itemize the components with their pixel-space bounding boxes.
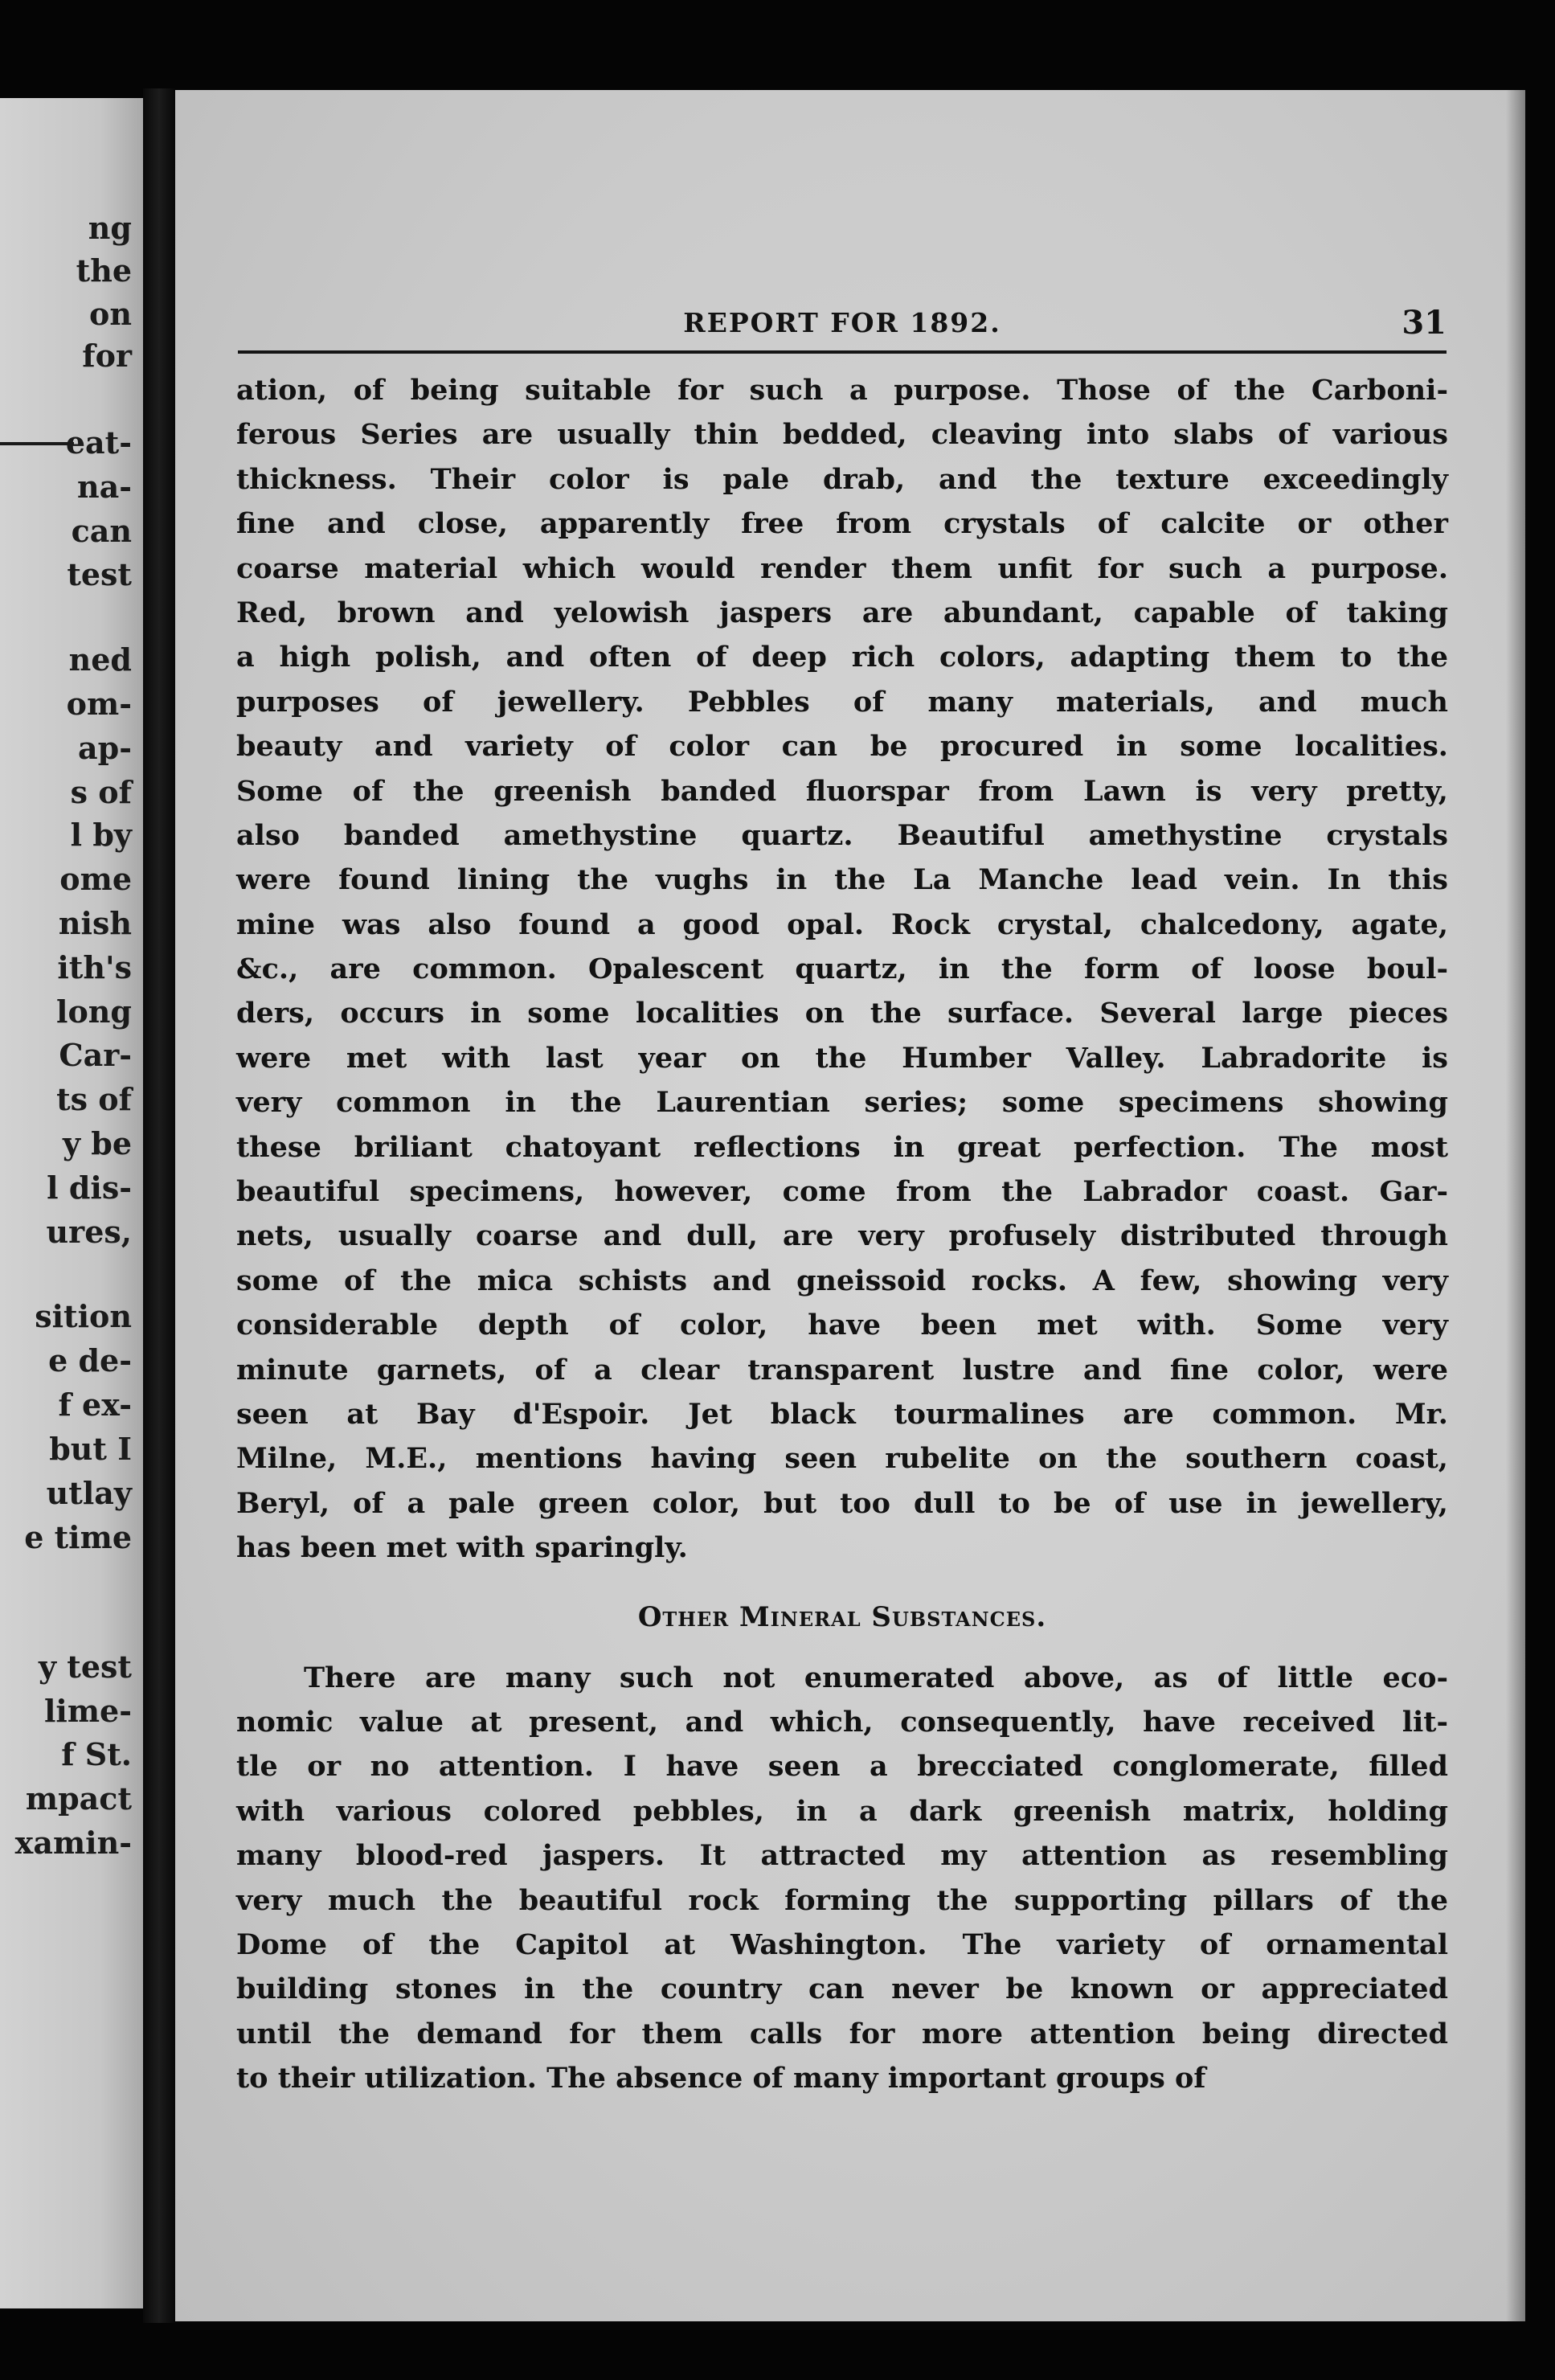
text-line: considerable depth of color, have been met with. Some very xyxy=(236,1309,1448,1342)
page-edge-shadow xyxy=(1506,90,1525,2321)
page-header xyxy=(238,304,1447,344)
right-page xyxy=(175,90,1525,2321)
left-page-fragment: sition xyxy=(35,1298,132,1334)
left-page-fragment: ng xyxy=(88,210,132,246)
text-line: also banded amethystine quartz. Beautiful amethystine crystals xyxy=(236,818,1448,852)
left-page-fragment: for xyxy=(82,338,132,374)
left-page-fragment: nish xyxy=(58,905,132,941)
left-page-fragment: but I xyxy=(49,1431,132,1467)
left-page-fragment: y be xyxy=(62,1125,132,1161)
left-page-fragment: mpact xyxy=(25,1780,132,1817)
left-page-edge xyxy=(0,98,143,2308)
text-line: tle or no attention. I have seen a brecciated conglomerate, filled xyxy=(236,1750,1448,1784)
left-page-fragment: l by xyxy=(70,817,132,853)
text-line: purposes of jewellery. Pebbles of many materials, and much xyxy=(236,685,1448,719)
text-line: mine was also found a good opal. Rock crystal, chalcedony, agate, xyxy=(236,907,1448,941)
left-page-fragment: long xyxy=(56,993,132,1030)
text-line: were found lining the vughs in the La Manche lead vein. In this xyxy=(236,863,1448,897)
text-line: seen at Bay d'Espoir. Jet black tourmalines are common. Mr. xyxy=(236,1397,1448,1431)
left-page-fragment: ts of xyxy=(56,1081,132,1117)
text-line: nomic value at present, and which, consequently, have received lit- xyxy=(236,1705,1448,1739)
left-page-fragment: lime- xyxy=(43,1693,132,1729)
text-line: these briliant chatoyant reflections in great perfection. The most xyxy=(236,1130,1448,1164)
left-page-fragment: l dis- xyxy=(47,1170,132,1206)
left-page-fragment: eat- xyxy=(65,424,132,461)
text-line: with various colored pebbles, in a dark greenish matrix, holding xyxy=(236,1794,1448,1828)
text-line: ferous Series are usually thin bedded, cleaving into slabs of various xyxy=(236,418,1448,452)
text-line: Red, brown and yelowish jaspers are abundant, capable of taking xyxy=(236,596,1448,629)
left-page-fragment: Car- xyxy=(59,1037,132,1073)
text-line: fine and close, apparently free from crystals of calcite or other xyxy=(236,507,1448,541)
book-gutter xyxy=(143,88,175,2323)
left-page-fragment: ned xyxy=(68,641,132,678)
text-line: very common in the Laurentian series; some specimens showing xyxy=(236,1086,1448,1120)
left-page-fragment: can xyxy=(71,513,132,549)
text-line: Some of the greenish banded fluorspar from Lawn is very pretty, xyxy=(236,774,1448,808)
section-heading: Other Mineral Substances. xyxy=(637,1600,1047,1633)
text-line: a high polish, and often of deep rich colors, adapting them to the xyxy=(236,641,1448,674)
left-page-fragment: on xyxy=(89,296,132,332)
running-title: REPORT FOR 1892. xyxy=(683,307,1001,338)
paragraph-1 xyxy=(236,368,1448,1571)
text-line: were met with last year on the Humber Valley. Labradorite is xyxy=(236,1041,1448,1075)
text-line: building stones in the country can never be known or appreciated xyxy=(236,1972,1448,2006)
left-page-fragment: xamin- xyxy=(14,1825,132,1861)
left-page-fragment: ures, xyxy=(46,1214,132,1250)
paragraph-2 xyxy=(236,1656,1448,2101)
text-line: Beryl, of a pale green color, but too dull to be of use in jewellery, xyxy=(236,1486,1448,1520)
text-line: ders, occurs in some localities on the surface. Several large pieces xyxy=(236,997,1448,1030)
text-line: until the demand for them calls for more attention being directed xyxy=(236,2017,1448,2050)
text-line: ation, of being suitable for such a purpose. Those of the Carboni- xyxy=(236,374,1448,407)
page-number: 31 xyxy=(1402,304,1447,342)
left-page-fragment: f ex- xyxy=(58,1387,132,1423)
text-line: beauty and variety of color can be procured in some localities. xyxy=(236,730,1448,764)
left-page-fragment: s of xyxy=(70,774,132,810)
text-line: coarse material which would render them unfit for such a purpose. xyxy=(236,551,1448,585)
text-line: very much the beautiful rock forming the supporting pillars of the xyxy=(236,1883,1448,1917)
left-page-fragment: f St. xyxy=(61,1736,132,1772)
text-line: has been met with sparingly. xyxy=(236,1531,688,1565)
left-page-fragment: the xyxy=(76,252,132,289)
text-line: some of the mica schists and gneissoid rocks. A few, showing very xyxy=(236,1264,1448,1297)
text-line: many blood-red jaspers. It attracted my attention as resembling xyxy=(236,1839,1448,1873)
text-line: nets, usually coarse and dull, are very profusely distributed through xyxy=(236,1219,1448,1253)
left-page-fragment: y test xyxy=(39,1649,132,1685)
left-page-fragment: ome xyxy=(59,861,132,897)
left-page-fragment: ap- xyxy=(78,730,132,766)
left-page-fragment: test xyxy=(67,556,132,592)
text-line: There are many such not enumerated above, as of little eco- xyxy=(304,1661,1448,1694)
header-rule xyxy=(238,350,1447,354)
text-line: minute garnets, of a clear transparent lustre and fine color, were xyxy=(236,1353,1448,1387)
text-line: thickness. Their color is pale drab, and the texture exceedingly xyxy=(236,462,1448,496)
left-page-rule xyxy=(0,442,74,445)
text-line: Milne, M.E., mentions having seen rubelite on the southern coast, xyxy=(236,1442,1448,1476)
left-page-fragment: e time xyxy=(24,1519,132,1555)
text-line: Dome of the Capitol at Washington. The variety of ornamental xyxy=(236,1927,1448,1961)
body-text xyxy=(236,368,1448,2100)
left-page-fragment: e de- xyxy=(48,1342,132,1378)
left-page-fragment: om- xyxy=(66,686,132,722)
text-line: &c., are common. Opalescent quartz, in the form of loose boul- xyxy=(236,952,1448,986)
left-page-fragment: na- xyxy=(76,469,132,505)
left-page-fragment: ith's xyxy=(57,949,132,985)
text-line: beautiful specimens, however, come from the Labrador coast. Gar- xyxy=(236,1175,1448,1209)
text-line: to their utilization. The absence of many important groups of xyxy=(236,2062,1206,2095)
left-page-fragment: utlay xyxy=(46,1475,132,1511)
